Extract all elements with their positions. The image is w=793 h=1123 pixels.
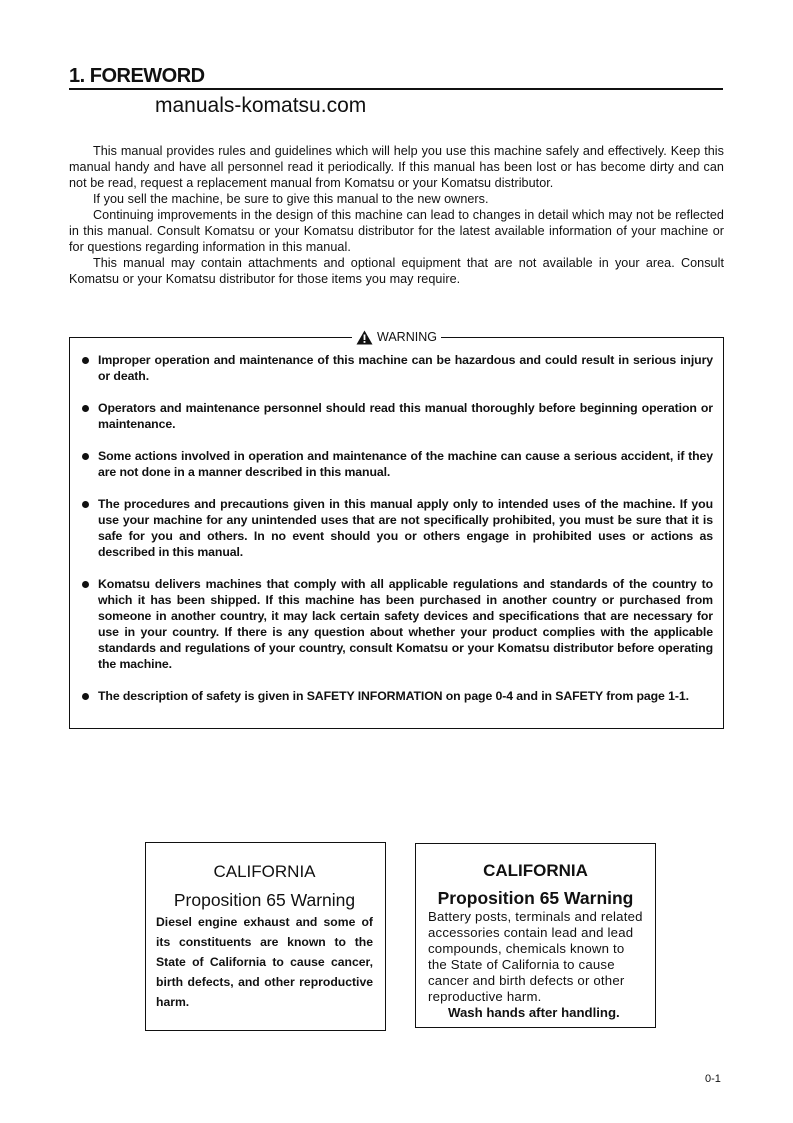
prop65-heading: CALIFORNIA [213,862,316,881]
intro-paragraph: This manual may contain attachments and optional equipment that are not available in your area. Consult Komatsu or your Komatsu distributor for those items you may require. [69,256,724,286]
prop65-subheading: Proposition 65 Warning [173,890,356,910]
prop65-heading: CALIFORNIA [483,861,588,880]
prop65-footer: Wash hands after handling. [448,1005,620,1020]
intro-paragraph: If you sell the machine, be sure to give this manual to the new owners. [93,192,489,206]
foreword-intro [69,143,724,287]
bullet-icon [82,405,89,412]
warning-item: Improper operation and maintenance of this machine can be hazardous and could result in serious injury or death. [82,352,713,384]
warning-item: Komatsu delivers machines that comply with all applicable regulations and standards of the country to which it has been shipped. If this machine has been purchased in another country or purchased from someone in another country, it may lack certain safety devices and specifications that are necessary for use in your country. If there is any question about whether your product complies with the applicable standards and regulations of your country, consult Komatsu or your Komatsu distributor before operating the machine. [82,576,713,672]
prop65-battery-box [415,843,656,1028]
warning-header [70,329,723,350]
prop65-body: Battery posts, terminals and related accessories contain lead and lead compounds, chemicals known to the State of California to cause cancer and birth defects or other reproductive harm. [428,909,643,1004]
warning-item: The procedures and precautions given in this manual apply only to intended uses of the machine. If you use your machine for any unintended uses that are not specifically prohibited, you must be sure that it is safe for you and others. In no event should you or others engage in prohibited uses or actions as described in this manual. [82,496,713,560]
prop65-subheading: Proposition 65 Warning [437,888,634,908]
bullet-icon [82,693,89,700]
prop65-diesel-box [145,842,386,1031]
warning-item: Operators and maintenance personnel should read this manual thoroughly before beginning operation or maintenance. [82,400,713,432]
warning-label: WARNING [377,330,437,344]
intro-paragraph: This manual provides rules and guidelines which will help you use this machine safely and effectively. Keep this manual handy and have all personnel read it periodically. If this manual has been lost or has become dirty and can not be read, request a replacement manual from Komatsu or your Komatsu distributor. [69,144,724,190]
section-title: 1. FOREWORD [69,64,723,90]
page-number: 0-1 [705,1073,721,1085]
warning-list [82,352,713,720]
prop65-body: Diesel engine exhaust and some of its constituents are known to the State of California to cause cancer, birth defects, and other reproductive harm. [156,915,373,1009]
watermark-text: manuals-komatsu.com [155,94,367,117]
bullet-icon [82,453,89,460]
bullet-icon [82,357,89,364]
bullet-icon [82,501,89,508]
intro-paragraph: Continuing improvements in the design of this machine can lead to changes in detail which may not be reflected in this manual. Consult Komatsu or your Komatsu distributor for the latest available information of your machine or for questions regarding information in this manual. [69,208,724,254]
bullet-icon [82,581,89,588]
warning-triangle-icon [356,330,373,345]
warning-item: Some actions involved in operation and maintenance of the machine can cause a serious accident, if they are not done in a manner described in this manual. [82,448,713,480]
warning-box [69,330,724,729]
warning-item: The description of safety is given in SAFETY INFORMATION on page 0-4 and in SAFETY from page 1-1. [82,688,713,704]
